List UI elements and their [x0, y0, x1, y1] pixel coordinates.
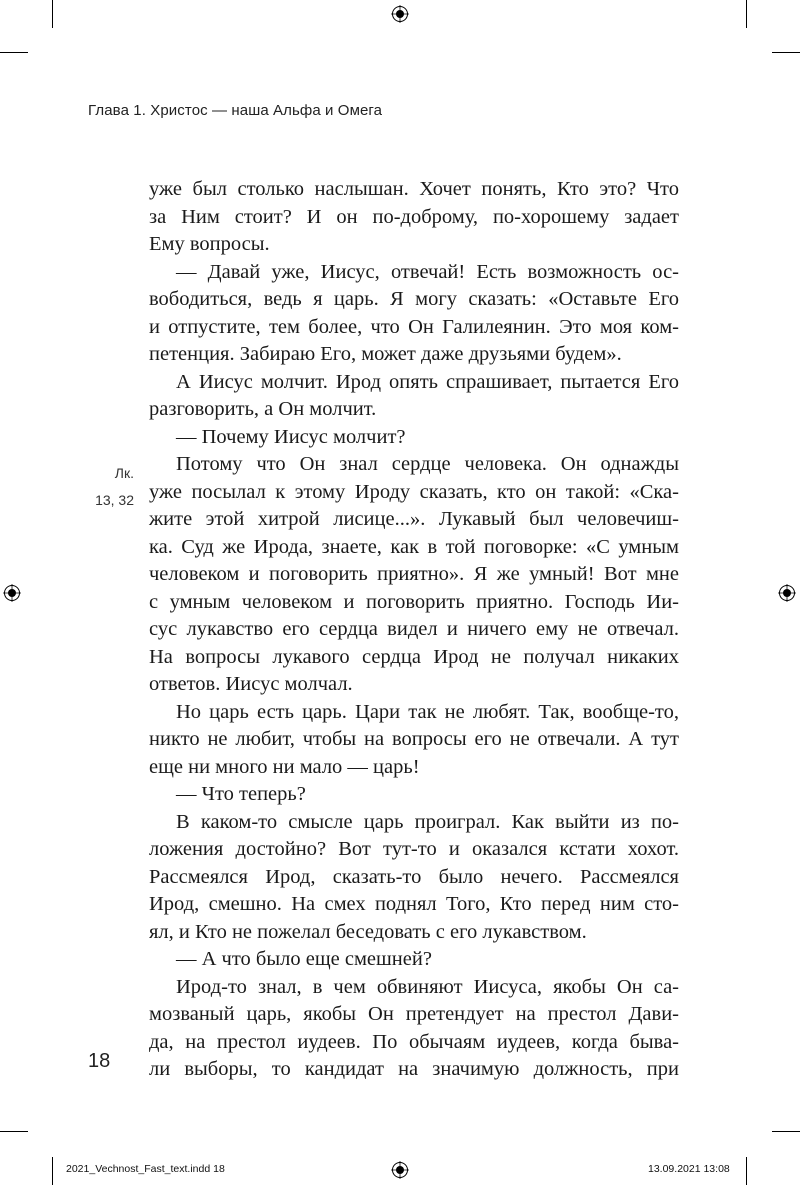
text-line: А Иисус молчит. Ирод опять спрашивает, пытается Его — [176, 370, 679, 393]
text-line: ка. Суд же Ирода, знаете, как в той поговорке: «С умным — [149, 535, 679, 558]
text-line: сус лукавство его сердца видел и ничего ему не отвечал. — [149, 618, 679, 640]
crop-mark-bottom-right — [746, 1157, 747, 1185]
text-line: разговорить, а Он молчит. — [149, 398, 377, 420]
text-line: — А что было еще смешней? — [176, 948, 432, 970]
text-line: уже был столько наслышан. Хочет понять, Кто это? Что — [149, 178, 679, 200]
text-line: Ирод-то знал, в чем обвиняют Иисуса, якобы Он са- — [176, 975, 679, 998]
crop-mark-bottom-left — [52, 1157, 53, 1185]
text-line: за Ним стоит? И он по-доброму, по-хорошему задает — [149, 205, 679, 228]
slug-file-name: 2021_Vechnost_Fast_text.indd 18 — [66, 1163, 225, 1175]
text-line: да, на престол иудеев. По обычаям иудеев, когда быва- — [149, 1030, 679, 1053]
text-line: Ирод, смешно. На смех поднял Того, Кто перед ним сто- — [149, 893, 679, 915]
text-line: ответов. Иисус молчал. — [149, 673, 353, 695]
text-line: уже посылал к этому Ироду сказать, кто он такой: «Ска- — [149, 480, 679, 503]
page-number: 18 — [88, 1050, 111, 1072]
text-line: мозваный царь, якобы Он претендует на престол Дави- — [149, 1003, 679, 1025]
registration-mark-icon — [778, 584, 796, 602]
text-line: В каком-то смысле царь проиграл. Как выйти из по- — [176, 810, 679, 833]
running-head: Глава 1. Христос — наша Альфа и Омега — [88, 102, 383, 119]
text-line: вободиться, ведь я царь. Я могу сказать: «Оставьте Его — [149, 288, 679, 310]
crop-mark-left-top — [0, 52, 28, 53]
text-line: Рассмеялся Ирод, сказать-то было нечего. Рассмеялся — [149, 865, 679, 888]
text-line: ял, и Кто не пожелал беседовать с его лукавством. — [149, 920, 587, 943]
crop-mark-top-left — [52, 0, 53, 28]
text-line: Потому что Он знал сердце человека. Он однажды — [176, 453, 679, 475]
text-line: с умным человеком и поговорить приятно. Господь Ии- — [149, 590, 679, 613]
text-line: петенция. Забираю Его, может даже друзьями будем». — [149, 343, 622, 365]
text-line: — Давай уже, Иисус, отвечай! Есть возможность ос- — [176, 260, 679, 283]
margin-note-ref-line1: Лк. — [114, 465, 134, 481]
text-line: На вопросы лукавого сердца Ирод не получал никаких — [149, 645, 679, 668]
crop-mark-left-bottom — [0, 1131, 28, 1132]
text-line: человеком и поговорить приятно». Я же умный! Вот мне — [149, 563, 679, 585]
slug-date-time: 13.09.2021 13:08 — [648, 1163, 730, 1175]
crop-mark-right-bottom — [772, 1131, 800, 1132]
text-line: ложения достойно? Вот тут-то и оказался кстати хохот. — [149, 838, 679, 860]
text-line: ли выборы, то кандидат на значимую должность, при — [149, 1058, 679, 1080]
margin-note-ref-line2: 13, 32 — [95, 492, 134, 508]
body-text — [149, 176, 679, 1084]
text-line: и отпустите, тем более, что Он Галилеянин. Это моя ком- — [149, 315, 679, 338]
crop-mark-right-top — [772, 52, 800, 53]
crop-mark-top-right — [746, 0, 747, 28]
registration-mark-icon — [3, 584, 21, 602]
text-line: еще ни много ни мало — царь! — [149, 755, 420, 778]
text-line: — Что теперь? — [176, 783, 306, 805]
registration-mark-icon — [391, 5, 409, 23]
text-line: жите этой хитрой лисице...». Лукавый был человечиш- — [149, 508, 679, 530]
text-line: никто не любит, чтобы на вопросы его не отвечали. А тут — [149, 728, 679, 750]
registration-mark-icon — [391, 1161, 409, 1179]
text-line: Ему вопросы. — [149, 233, 270, 255]
text-line: Но царь есть царь. Цари так не любят. Так, вообще-то, — [176, 700, 679, 723]
text-line: — Почему Иисус молчит? — [176, 425, 406, 448]
